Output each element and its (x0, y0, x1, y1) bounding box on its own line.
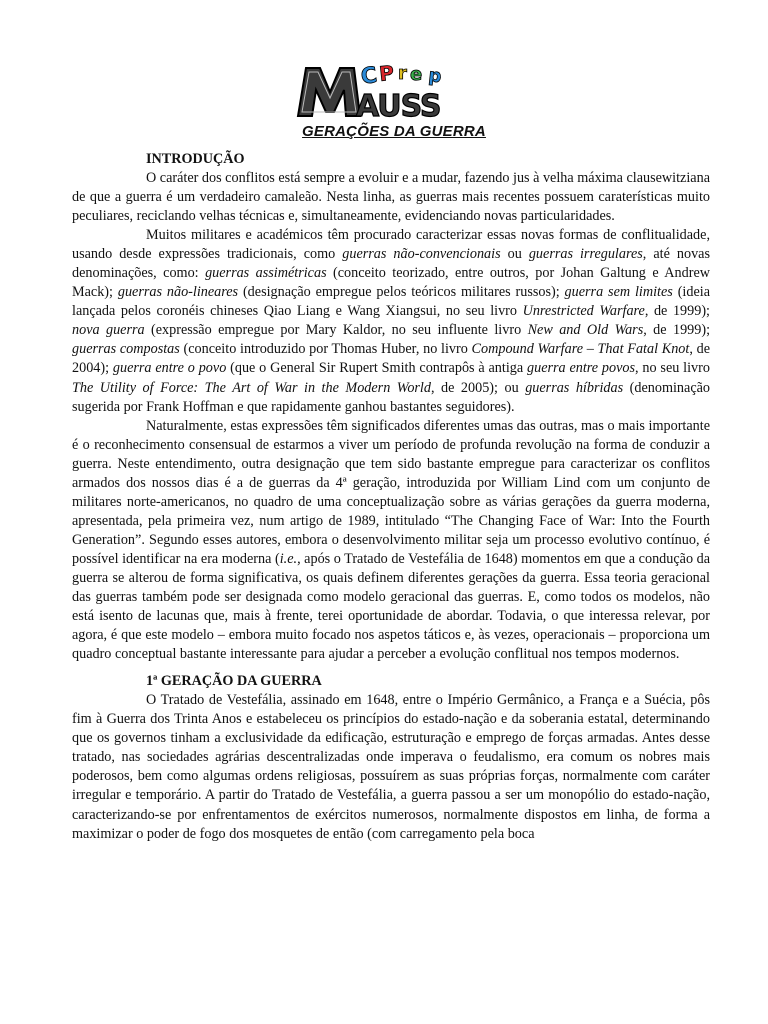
document-title: GERAÇÕES DA GUERRA (302, 123, 486, 140)
intro-paragraph-1: O caráter dos conflitos está sempre a evoluir e a mudar, fazendo jus à velha máxima clausewitziana de que a guerra é um verdadeiro camaleão. Nesta linha, as guerras mais recentes possuem caraterísticas muito peculiares, reciclando velhas técnicas e, simultaneamente, evidenciando novas particularidades. (72, 170, 710, 225)
intro-paragraph-3: Naturalmente, estas expressões têm significados diferentes umas das outras, mas o mais importante é o reconhecimento consensual de estarmos a viver um período de profunda revolução na forma de conduzir a guerra. Neste entendimento, outra designação que tem sido bastante empregue para caracterizar os conflitos armados dos nossos dias é a de guerras da 4ª geração, introduzida por William Lind com um conjunto de militares norte-americanos, no quadro de uma conceptualização sobre as várias gerações da guerra moderna, apresentada, pela primeira vez, num artigo de 1989, intitulado “The Changing Face of War: Into the Fourth Generation”. Segundo esses autores, embora o desenvolvimento militar seja um processo evolutivo contínuo, é possível identificar na era moderna (i.e., após o Tratado de Vestefália de 1648) momentos em que a condução da guerra se alterou de forma significativa, os quais definem diferentes gerações da guerra. Essa teoria geracional das guerras também pode ser designada como modelo geracional das guerras. E, como todos os modelos, não está isento de lacunas que, mais à frente, terei oportunidade de abordar. Todavia, o que interessa relevar, por agora, é que este modelo – embora muito focado nos aspetos táticos e, às vezes, operacionais – proporciona um quadro conceptual bastante interessante para ajudar a perceber a evolução conflitual nos tempos modernos. (72, 417, 710, 663)
gen1-paragraph-1: O Tratado de Vestefália, assinado em 1648, entre o Império Germânico, a França e a Suécia, pôs fim à Guerra dos Trinta Anos e estabeleceu os princípios do estado-nação e da soberania estatal, determinando que os governos tinham a exclusividade da edificação, estruturação e emprego de forças armadas. Antes desse tratado, nas sociedades agrárias descentralizadas onde imperava o feudalismo, era comum os nobres mais poderosos, bem como algumas ordens religiosas, possuírem as suas próprias forças, normalmente com caráter irregular e temporário. A partir do Tratado de Vestefália, a guerra passou a ser um monopólio do estado-nação, caracterizando-se por enfrentamentos de exércitos numerosos, normalmente dispostos em linha, de forma a maximizar o poder de fogo dos mosquetes de então (com carregamento pela boca (72, 692, 710, 842)
document-body (72, 150, 710, 844)
svg-text:r: r (398, 63, 407, 84)
svg-text:e: e (410, 64, 423, 85)
cprep-mauss-logo (294, 54, 470, 124)
svg-text:P: P (378, 60, 396, 86)
svg-text:C: C (359, 62, 379, 90)
svg-text:AUSS: AUSS (356, 89, 441, 124)
section-heading-introducao: INTRODUÇÃO (146, 151, 245, 167)
section-heading-1a-geracao: 1ª GERAÇÃO DA GUERRA (146, 673, 322, 690)
intro-paragraph-2: Muitos militares e académicos têm procurado caracterizar essas novas formas de conflitualidade, usando desde expressões tradicionais, como guerras não-convencionais ou guerras irregulares, até novas denominações, como: guerras assimétricas (conceito teorizado, entre outros, por Johan Galtung e Andrew Mack); guerras não-lineares (designação empregue pelos teóricos militares russos); guerra sem limites (ideia lançada pelos coronéis chineses Qiao Liang e Wang Xiangsui, no seu livro Unrestricted Warfare, de 1999); nova guerra (expressão empregue por Mary Kaldor, no seu influente livro New and Old Wars, de 1999); guerras compostas (conceito introduzido por Thomas Huber, no livro Compound Warfare – That Fatal Knot, de 2004); guerra entre o povo (que o General Sir Rupert Smith contrapôs à antiga guerra entre povos, no seu livro The Utility of Force: The Art of War in the Modern World, de 2005); ou guerras híbridas (denominação sugerida por Frank Hoffman e que rapidamente ganhou bastantes seguidores). (72, 227, 711, 415)
svg-text:p: p (427, 65, 443, 88)
